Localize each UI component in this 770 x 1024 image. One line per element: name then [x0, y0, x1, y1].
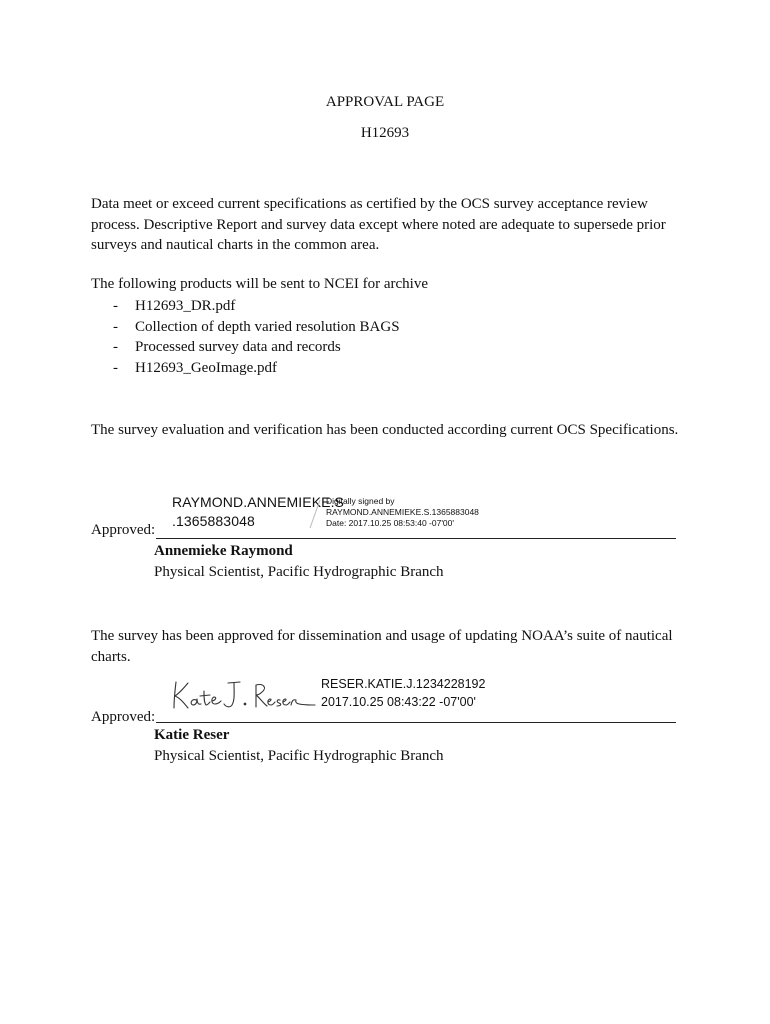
list-item: [113, 296, 400, 317]
approver-title: Physical Scientist, Pacific Hydrographic Branch: [154, 564, 444, 580]
approved-label: Approved:: [91, 709, 156, 725]
digital-signature-date: Date: 2017.10.25 08:53:40 -07'00': [326, 518, 455, 528]
product-name: H12693_GeoImage.pdf: [135, 359, 278, 376]
page-title: APPROVAL PAGE: [325, 94, 445, 110]
signature-line: [156, 538, 676, 539]
digital-signature-name-line2: .1365883048: [172, 513, 255, 529]
product-name: Collection of depth varied resolution BAGS: [135, 318, 400, 335]
list-item: [113, 358, 400, 379]
products-list: [113, 296, 400, 378]
digital-signature-date: 2017.10.25 08:43:22 -07'00': [321, 695, 476, 709]
products-intro: The following products will be sent to NCEI for archive: [91, 276, 429, 292]
approved-label: Approved:: [91, 522, 156, 538]
product-name: Processed survey data and records: [135, 339, 341, 355]
signature-slash-icon: [308, 498, 322, 530]
signature-line: [156, 722, 676, 723]
bullet-dash: -: [113, 359, 118, 376]
bullet-dash: -: [113, 339, 118, 355]
bullet-dash: -: [113, 318, 118, 335]
certification-paragraph: Data meet or exceed current specifications as certified by the OCS survey acceptance review process. Descriptive Report and survey data except where noted are adequate to supersede prior surveys and nautical charts in the common area.: [91, 196, 666, 253]
list-item: [113, 337, 400, 358]
digital-signature-signer: RESER.KATIE.J.1234228192: [321, 677, 486, 691]
evaluation-paragraph: The survey evaluation and verification has been conducted according current OCS Specifications.: [91, 422, 679, 438]
approver-title: Physical Scientist, Pacific Hydrographic Branch: [154, 748, 444, 764]
survey-id: H12693: [360, 125, 410, 141]
bullet-dash: -: [113, 298, 118, 314]
digital-signature-signer: RAYMOND.ANNEMIEKE.S.1365883048: [326, 507, 479, 517]
approver-name: Katie Reser: [154, 727, 230, 743]
digital-signature-caption: Digitally signed by: [326, 496, 395, 506]
approver-name: Annemieke Raymond: [154, 543, 293, 559]
digital-signature-name-line1: RAYMOND.ANNEMIEKE.S: [172, 494, 344, 510]
dissemination-paragraph: The survey has been approved for dissemination and usage of updating NOAA’s suite of nautical charts.: [91, 628, 673, 665]
product-name: H12693_DR.pdf: [135, 298, 236, 314]
list-item: [113, 317, 400, 338]
handwritten-signature-icon: [168, 674, 318, 716]
